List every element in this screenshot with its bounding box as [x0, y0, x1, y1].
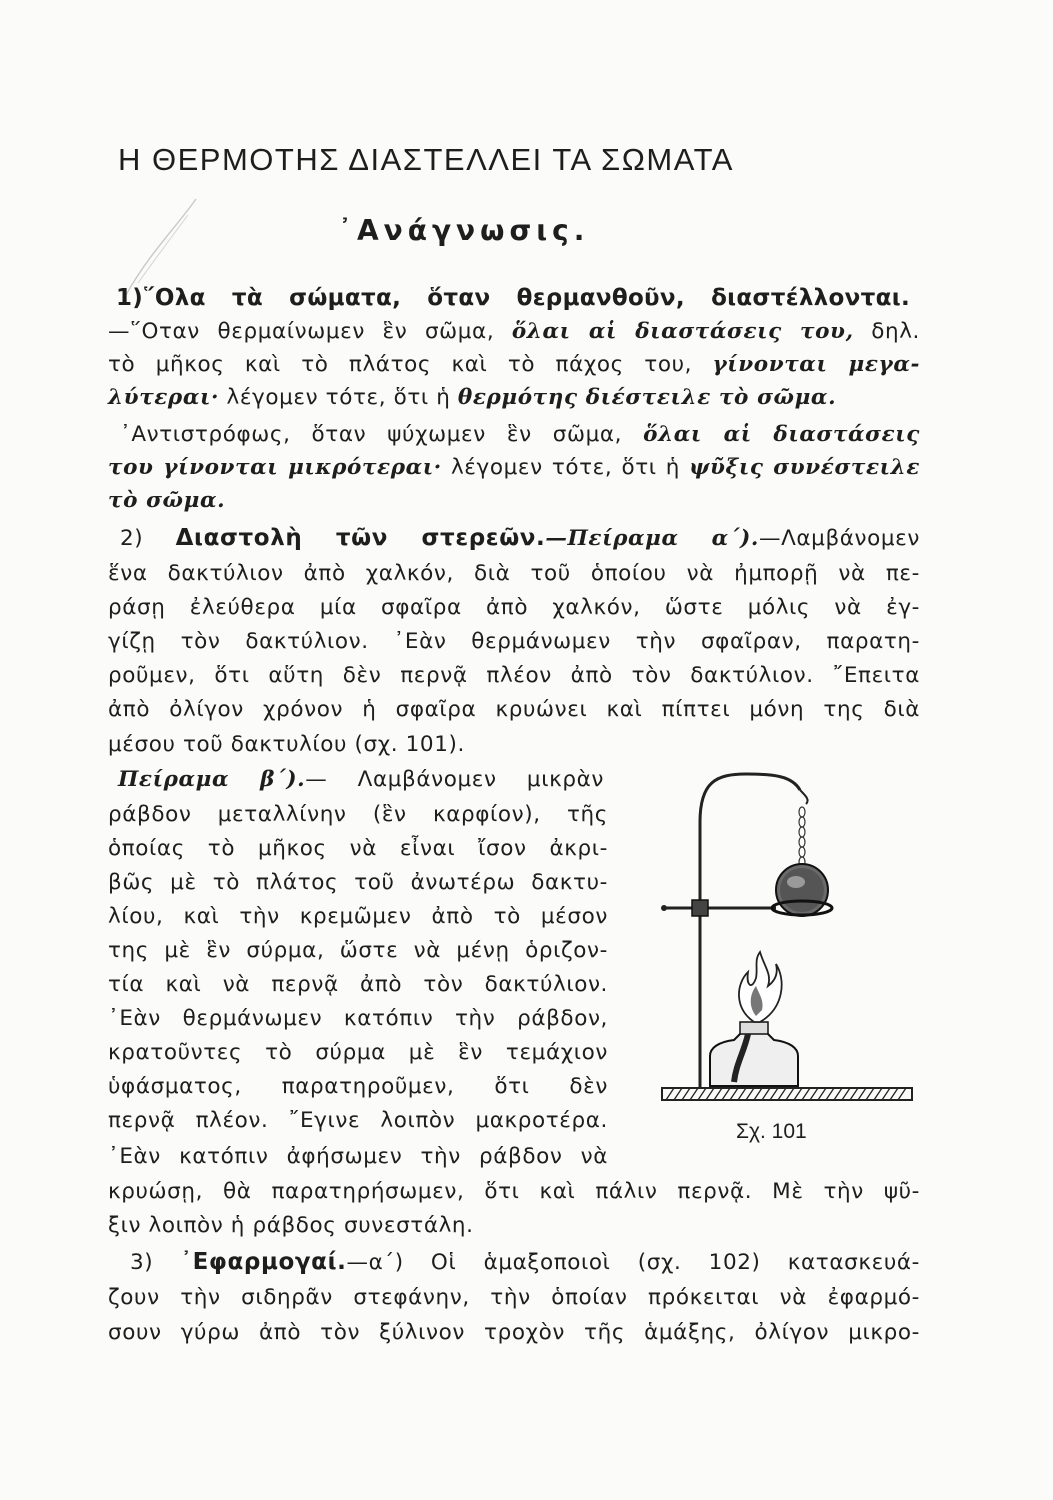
emphasis-run: τὸ σῶμα.	[108, 488, 226, 513]
paragraph-2-line-2	[108, 451, 920, 484]
paragraph-4-line-11: περνᾷ πλέον. ῎Εγινε λοιπὸν μακροτέρα.	[108, 1108, 608, 1133]
text-run: 3)	[130, 1250, 181, 1275]
emphasis-run: θερμότης διέστειλε τὸ σῶμα.	[457, 385, 837, 410]
paragraph-4-line-1	[118, 763, 604, 796]
page-title: Η ΘΕΡΜΟΤΗΣ ΔΙΑΣΤΕΛΛΕΙ ΤΑ ΣΩΜΑΤΑ	[118, 142, 734, 177]
text-run: —α΄) Οἱ ἁμαξοποιοὶ (σχ. 102) κατασκευά-	[346, 1250, 920, 1275]
paragraph-1-line-4	[108, 381, 920, 414]
paragraph-4-line-4: βῶς μὲ τὸ πλάτος τοῦ ἀνωτέρω δακτυ-	[108, 870, 608, 895]
text-run: τὸ μῆκος καὶ τὸ πλάτος καὶ τὸ πάχος του,	[108, 352, 713, 377]
paragraph-3-line-2: ἕνα δακτύλιον ἀπὸ χαλκόν, διὰ τοῦ ὁποίου νὰ ἠμπορῇ νὰ πε-	[108, 561, 920, 586]
emphasis-run: ψῦξις συνέστειλε	[689, 455, 920, 480]
paragraph-5-line-3: σουν γύρω ἀπὸ τὸν ξύλινον τροχὸν τῆς ἁμάξης, ὀλίγον μικρο-	[108, 1320, 920, 1345]
paragraph-3-line-4: γίζῃ τὸν δακτύλιον. ᾿Εὰν θερμάνωμεν τὴν σφαῖραν, παρατη-	[108, 629, 920, 654]
text-run: λέγομεν τότε, ὅτι ἡ	[219, 385, 458, 410]
paragraph-5-line-2: ζουν τὴν σιδηρᾶν στεφάνην, τὴν ὁποίαν πρόκειται νὰ ἐφαρμό-	[108, 1285, 920, 1310]
text-run: —Λαμβάνομεν	[758, 526, 921, 551]
paragraph-1-line-2	[108, 315, 920, 348]
paragraph-4-line-2: ράβδον μεταλλίνην (ἓν καρφίον), τῆς	[108, 802, 608, 827]
text-run: δηλ.	[853, 319, 920, 344]
emphasis-run: ὅλαι αἱ διαστάσεις του,	[511, 319, 854, 344]
paragraph-3-line-5: ροῦμεν, ὅτι αὕτη δὲν περνᾷ πλέον ἀπὸ τὸν δακτύλιον. ῎Επειτα	[108, 663, 920, 688]
emphasis-run: του γίνονται μικρότεραι·	[108, 455, 442, 480]
ball-and-ring-apparatus-illustration	[656, 760, 918, 1120]
paragraph-1-line-3	[108, 348, 920, 381]
emphasis-run: γίνονται μεγα-	[712, 352, 920, 377]
paragraph-4-line-14: ξιν λοιπὸν ἡ ράβδος συνεστάλη.	[108, 1213, 474, 1238]
paragraph-4-line-6: της μὲ ἓν σύρμα, ὥστε νὰ μένῃ ὁριζον-	[108, 938, 608, 963]
emphasis-run: —Πείραμα α΄).	[545, 526, 759, 551]
paragraph-4-line-9: κρατοῦντες τὸ σύρμα μὲ ἓν τεμάχιον	[108, 1040, 608, 1065]
spirit-lamp	[710, 1030, 798, 1086]
paragraph-4-line-8: ᾿Εὰν θερμάνωμεν κατόπιν τὴν ράβδον,	[108, 1006, 608, 1031]
figure-caption: Σχ. 101	[736, 1120, 807, 1143]
paragraph-4-line-7: τία καὶ νὰ περνᾷ ἀπὸ τὸν δακτύλιον.	[108, 972, 608, 997]
emphasis-run: λύτεραι·	[108, 385, 220, 410]
paragraph-1-line-1: 1)῞Ολα τὰ σώματα, ὅταν θερμανθοῦν, διαστέλλονται.	[116, 285, 910, 311]
emphasis-run: ὅλαι αἱ διαστάσεις	[643, 422, 920, 447]
heading-run: Διαστολὴ τῶν στερεῶν.	[175, 525, 546, 551]
paragraph-2-line-1	[120, 418, 920, 451]
paragraph-4-line-13: κρυώσῃ, θὰ παρατηρήσωμεν, ὅτι καὶ πάλιν περνᾷ. Μὲ τὴν ψῦ-	[108, 1179, 920, 1204]
heading-run: ᾿Εφαρμογαί.	[180, 1249, 347, 1275]
paragraph-3-line-6: ἀπὸ ὀλίγον χρόνον ἡ σφαῖρα κρυώνει καὶ πίπτει μόνη της διὰ	[108, 697, 920, 722]
text-run: — Λαμβάνομεν μικρὰν	[305, 767, 604, 792]
text-run: 2)	[120, 526, 176, 551]
text-run: λέγομεν τότε, ὅτι ἡ	[441, 455, 690, 480]
paragraph-4-line-3: ὁποίας τὸ μῆκος νὰ εἶναι ἴσον ἀκρι-	[108, 836, 608, 861]
text-run: ᾿Αντιστρόφως, ὅταν ψύχωμεν ἓν σῶμα,	[120, 422, 644, 447]
section-heading: ᾿Ανάγνωσις.	[338, 214, 590, 247]
paragraph-3-line-3: ράσῃ ἐλεύθερα μία σφαῖρα ἀπὸ χαλκόν, ὥστε μόλις νὰ ἐγ-	[108, 595, 920, 620]
paragraph-2-line-3	[108, 484, 225, 517]
paragraph-4-line-12: ᾿Εὰν κατόπιν ἀφήσωμεν τὴν ράβδον νὰ	[108, 1144, 608, 1169]
paragraph-3-line-7: μέσου τοῦ δακτυλίου (σχ. 101).	[108, 732, 465, 757]
emphasis-run: Πείραμα β΄).	[118, 767, 306, 792]
paragraph-3-line-1	[120, 522, 920, 555]
paragraph-4-line-5: λίου, καὶ τὴν κρεμῶμεν ἀπὸ τὸ μέσον	[108, 904, 608, 929]
paragraph-5-line-1	[130, 1246, 920, 1279]
paragraph-4-line-10: ὑφάσματος, παρατηροῦμεν, ὅτι δὲν	[108, 1074, 608, 1099]
text-run: —῞Οταν θερμαίνωμεν ἓν σῶμα,	[108, 319, 512, 344]
